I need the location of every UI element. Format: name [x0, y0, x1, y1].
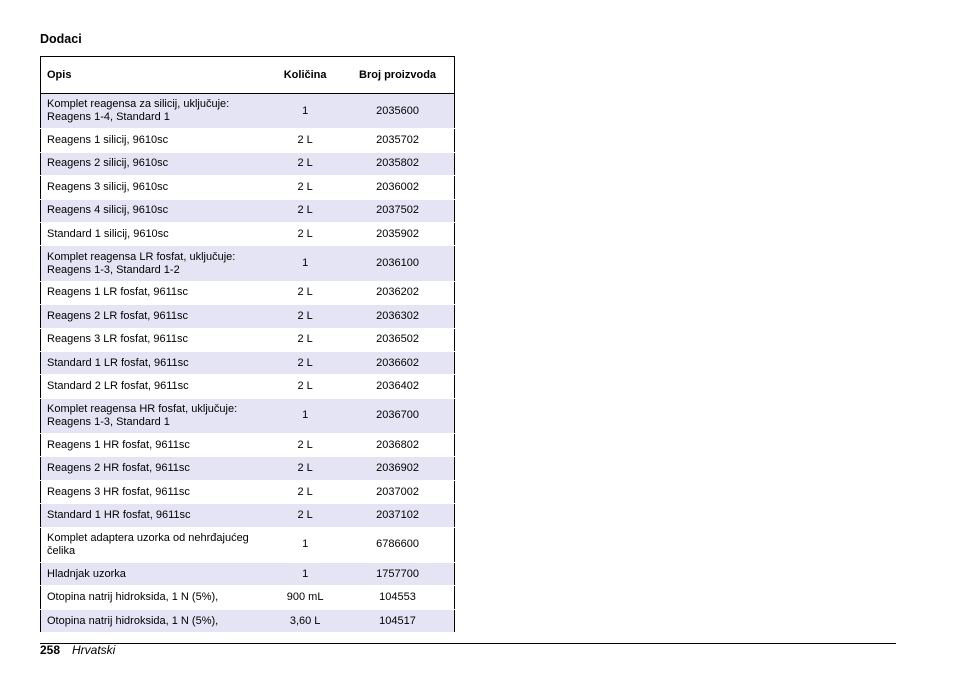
- cell-description: Reagens 1 HR fosfat, 9611sc: [41, 434, 270, 457]
- cell-part-number: 1757700: [341, 563, 454, 586]
- cell-description: Reagens 3 HR fosfat, 9611sc: [41, 480, 270, 503]
- cell-description: Reagens 4 silicij, 9610sc: [41, 199, 270, 222]
- table-row: [41, 351, 455, 374]
- cell-description: Reagens 3 LR fosfat, 9611sc: [41, 328, 270, 351]
- cell-part-number: 2037002: [341, 480, 454, 503]
- section-title: Dodaci: [40, 32, 82, 46]
- table-row: [41, 563, 455, 586]
- cell-quantity: 2 L: [269, 176, 341, 199]
- cell-part-number: 2035902: [341, 222, 454, 245]
- table-row: [41, 375, 455, 398]
- cell-description: Otopina natrij hidroksida, 1 N (5%),: [41, 609, 270, 632]
- accessories-table: [40, 56, 455, 633]
- cell-part-number: 2036402: [341, 375, 454, 398]
- cell-quantity: 2 L: [269, 457, 341, 480]
- cell-part-number: 2036802: [341, 434, 454, 457]
- cell-quantity: 2 L: [269, 375, 341, 398]
- cell-description: Komplet reagensa za silicij, uključuje: Reagens 1-4, Standard 1: [41, 94, 270, 129]
- cell-quantity: 2 L: [269, 504, 341, 527]
- cell-quantity: 2 L: [269, 434, 341, 457]
- table-row: [41, 305, 455, 328]
- cell-part-number: 6786600: [341, 527, 454, 562]
- table-row: [41, 609, 455, 632]
- table-row: [41, 199, 455, 222]
- cell-quantity: 3,60 L: [269, 609, 341, 632]
- cell-part-number: 2036002: [341, 176, 454, 199]
- cell-description: Reagens 1 LR fosfat, 9611sc: [41, 281, 270, 304]
- cell-quantity: 1: [269, 527, 341, 562]
- cell-part-number: 104553: [341, 586, 454, 609]
- table-row: [41, 480, 455, 503]
- table-row: [41, 246, 455, 281]
- cell-quantity: 2 L: [269, 305, 341, 328]
- cell-part-number: 2035802: [341, 152, 454, 175]
- page-number: 258: [40, 643, 61, 657]
- table-row: [41, 457, 455, 480]
- cell-part-number: 2037102: [341, 504, 454, 527]
- column-header-description: Opis: [41, 57, 270, 94]
- cell-description: Hladnjak uzorka: [41, 563, 270, 586]
- cell-description: Komplet reagensa LR fosfat, uključuje: Reagens 1-3, Standard 1-2: [41, 246, 270, 281]
- cell-description: Reagens 3 silicij, 9610sc: [41, 176, 270, 199]
- cell-quantity: 2 L: [269, 281, 341, 304]
- cell-description: Reagens 2 LR fosfat, 9611sc: [41, 305, 270, 328]
- cell-quantity: 2 L: [269, 480, 341, 503]
- cell-description: Standard 1 LR fosfat, 9611sc: [41, 351, 270, 374]
- table-row: [41, 527, 455, 562]
- cell-quantity: 2 L: [269, 222, 341, 245]
- cell-quantity: 1: [269, 94, 341, 129]
- cell-part-number: 2037502: [341, 199, 454, 222]
- table-row: [41, 434, 455, 457]
- cell-description: Komplet reagensa HR fosfat, uključuje: Reagens 1-3, Standard 1: [41, 398, 270, 433]
- table-row: [41, 586, 455, 609]
- column-header-part-number: Broj proizvoda: [341, 57, 454, 94]
- cell-part-number: 2035600: [341, 94, 454, 129]
- cell-part-number: 2036602: [341, 351, 454, 374]
- footer-language: Hrvatski: [72, 643, 116, 657]
- table-row: [41, 328, 455, 351]
- cell-part-number: 2036100: [341, 246, 454, 281]
- cell-description: Standard 2 LR fosfat, 9611sc: [41, 375, 270, 398]
- cell-quantity: 2 L: [269, 351, 341, 374]
- cell-part-number: 2036700: [341, 398, 454, 433]
- cell-quantity: 1: [269, 246, 341, 281]
- cell-description: Komplet adaptera uzorka od nehrđajućeg čelika: [41, 527, 270, 562]
- table-row: [41, 129, 455, 152]
- table-row: [41, 398, 455, 433]
- cell-quantity: 1: [269, 398, 341, 433]
- table-row: [41, 504, 455, 527]
- table-row: [41, 281, 455, 304]
- table-row: [41, 152, 455, 175]
- cell-quantity: 2 L: [269, 152, 341, 175]
- table-row: [41, 222, 455, 245]
- cell-description: Reagens 2 silicij, 9610sc: [41, 152, 270, 175]
- cell-quantity: 1: [269, 563, 341, 586]
- cell-description: Reagens 1 silicij, 9610sc: [41, 129, 270, 152]
- cell-part-number: 2035702: [341, 129, 454, 152]
- footer-divider: [40, 643, 896, 644]
- cell-part-number: 2036202: [341, 281, 454, 304]
- cell-part-number: 2036902: [341, 457, 454, 480]
- cell-description: Standard 1 HR fosfat, 9611sc: [41, 504, 270, 527]
- cell-description: Reagens 2 HR fosfat, 9611sc: [41, 457, 270, 480]
- cell-part-number: 2036302: [341, 305, 454, 328]
- table-row: [41, 94, 455, 129]
- cell-part-number: 104517: [341, 609, 454, 632]
- cell-quantity: 2 L: [269, 199, 341, 222]
- column-header-quantity: Količina: [269, 57, 341, 94]
- cell-quantity: 900 mL: [269, 586, 341, 609]
- cell-quantity: 2 L: [269, 328, 341, 351]
- table-row: [41, 176, 455, 199]
- table-header-row: [41, 57, 455, 94]
- cell-part-number: 2036502: [341, 328, 454, 351]
- cell-quantity: 2 L: [269, 129, 341, 152]
- cell-description: Standard 1 silicij, 9610sc: [41, 222, 270, 245]
- cell-description: Otopina natrij hidroksida, 1 N (5%),: [41, 586, 270, 609]
